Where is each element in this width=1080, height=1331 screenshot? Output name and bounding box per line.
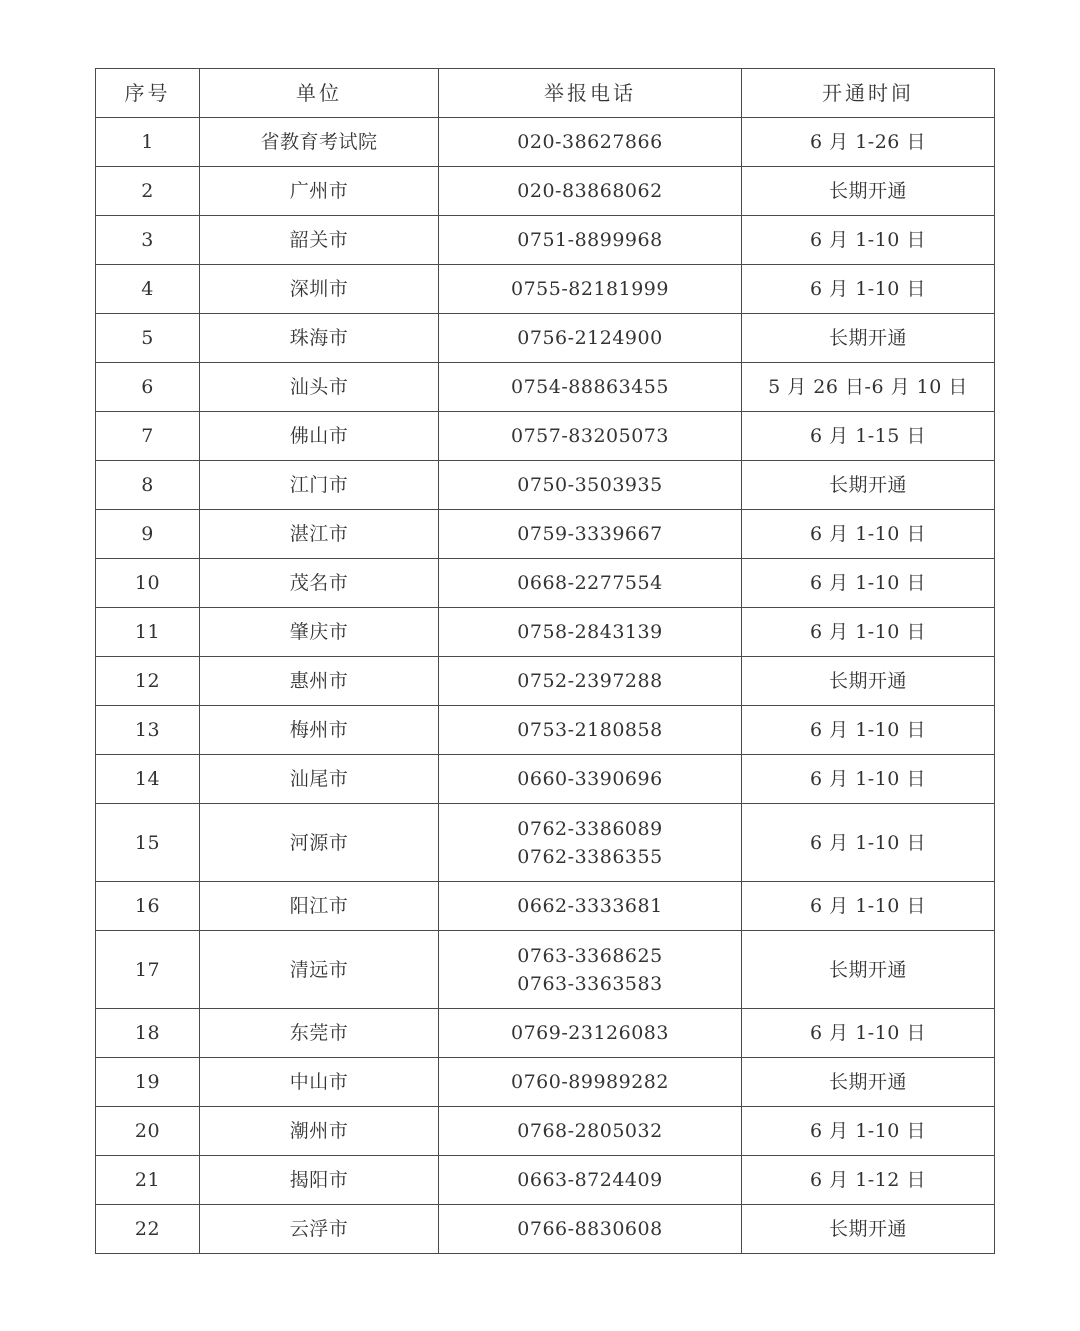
- row-number: 9: [96, 510, 200, 559]
- phone-number: 0766-8830608: [517, 1218, 663, 1240]
- table-row: [96, 882, 995, 931]
- open-time: 长期开通: [742, 1058, 995, 1107]
- table-row: [96, 1058, 995, 1107]
- row-number: 10: [96, 559, 200, 608]
- unit-name: 中山市: [200, 1058, 439, 1107]
- phone-number: 020-38627866: [517, 131, 663, 153]
- table-row: [96, 1009, 995, 1058]
- table-row: [96, 167, 995, 216]
- phone-number: 0762-3386355: [517, 845, 663, 868]
- phone-cell: [439, 363, 742, 412]
- unit-name: 深圳市: [200, 265, 439, 314]
- phone-number: 0754-88863455: [511, 376, 669, 398]
- table-row: [96, 363, 995, 412]
- table-row: [96, 755, 995, 804]
- phone-number: 0663-8724409: [517, 1169, 663, 1191]
- phone-number: 0756-2124900: [517, 327, 663, 349]
- phone-number: 0753-2180858: [517, 719, 663, 741]
- phone-number: 0763-3368625: [517, 944, 663, 967]
- phone-cell: [439, 216, 742, 265]
- table-body: [96, 118, 995, 1254]
- table-row: [96, 216, 995, 265]
- row-number: 4: [96, 265, 200, 314]
- phone-cell: [439, 1009, 742, 1058]
- unit-name: 广州市: [200, 167, 439, 216]
- row-number: 11: [96, 608, 200, 657]
- header-phone: 举报电话: [439, 69, 742, 118]
- open-time: 6 月 1-10 日: [742, 608, 995, 657]
- unit-name: 汕头市: [200, 363, 439, 412]
- phone-number: 0750-3503935: [517, 474, 663, 496]
- row-number: 14: [96, 755, 200, 804]
- phone-number: 0768-2805032: [517, 1120, 663, 1142]
- open-time: 6 月 1-10 日: [742, 882, 995, 931]
- row-number: 7: [96, 412, 200, 461]
- row-number: 5: [96, 314, 200, 363]
- phone-cell: [439, 1058, 742, 1107]
- phone-number: 0758-2843139: [517, 621, 663, 643]
- table-row: [96, 412, 995, 461]
- phone-cell: [439, 804, 742, 882]
- unit-name: 惠州市: [200, 657, 439, 706]
- phone-number: 0757-83205073: [511, 425, 669, 447]
- phone-cell: [439, 1205, 742, 1254]
- open-time: 6 月 1-10 日: [742, 1107, 995, 1156]
- phone-cell: [439, 559, 742, 608]
- unit-name: 佛山市: [200, 412, 439, 461]
- phone-number: 0668-2277554: [517, 572, 663, 594]
- open-time: 长期开通: [742, 314, 995, 363]
- unit-name: 珠海市: [200, 314, 439, 363]
- open-time: 5 月 26 日-6 月 10 日: [742, 363, 995, 412]
- header-no: 序号: [96, 69, 200, 118]
- open-time: 6 月 1-10 日: [742, 216, 995, 265]
- phone-cell: [439, 167, 742, 216]
- phone-number: 020-83868062: [517, 180, 663, 202]
- open-time: 6 月 1-10 日: [742, 1009, 995, 1058]
- open-time: 6 月 1-10 日: [742, 265, 995, 314]
- unit-name: 省教育考试院: [200, 118, 439, 167]
- phone-cell: [439, 265, 742, 314]
- row-number: 15: [96, 804, 200, 882]
- table-row: [96, 1156, 995, 1205]
- phone-cell: [439, 755, 742, 804]
- row-number: 2: [96, 167, 200, 216]
- unit-name: 肇庆市: [200, 608, 439, 657]
- table-row: [96, 559, 995, 608]
- unit-name: 江门市: [200, 461, 439, 510]
- table-row: [96, 608, 995, 657]
- unit-name: 湛江市: [200, 510, 439, 559]
- unit-name: 云浮市: [200, 1205, 439, 1254]
- row-number: 17: [96, 931, 200, 1009]
- row-number: 20: [96, 1107, 200, 1156]
- unit-name: 揭阳市: [200, 1156, 439, 1205]
- row-number: 21: [96, 1156, 200, 1205]
- phone-number: 0760-89989282: [511, 1071, 669, 1093]
- phone-number: 0763-3363583: [517, 972, 663, 995]
- unit-name: 河源市: [200, 804, 439, 882]
- row-number: 19: [96, 1058, 200, 1107]
- row-number: 6: [96, 363, 200, 412]
- table-row: [96, 265, 995, 314]
- phone-cell: [439, 882, 742, 931]
- open-time: 长期开通: [742, 931, 995, 1009]
- header-time: 开通时间: [742, 69, 995, 118]
- open-time: 6 月 1-10 日: [742, 559, 995, 608]
- unit-name: 东莞市: [200, 1009, 439, 1058]
- phone-cell: [439, 608, 742, 657]
- open-time: 6 月 1-10 日: [742, 510, 995, 559]
- phone-number: 0755-82181999: [511, 278, 669, 300]
- phone-cell: [439, 1107, 742, 1156]
- phone-cell: [439, 461, 742, 510]
- phone-cell: [439, 412, 742, 461]
- phone-cell: [439, 931, 742, 1009]
- open-time: 长期开通: [742, 461, 995, 510]
- open-time: 6 月 1-10 日: [742, 804, 995, 882]
- table-header-row: [96, 69, 995, 118]
- table-row: [96, 510, 995, 559]
- row-number: 12: [96, 657, 200, 706]
- row-number: 22: [96, 1205, 200, 1254]
- phone-cell: [439, 510, 742, 559]
- table-row: [96, 314, 995, 363]
- row-number: 1: [96, 118, 200, 167]
- table-row: [96, 1107, 995, 1156]
- unit-name: 阳江市: [200, 882, 439, 931]
- open-time: 长期开通: [742, 1205, 995, 1254]
- unit-name: 梅州市: [200, 706, 439, 755]
- phone-cell: [439, 706, 742, 755]
- header-unit: 单位: [200, 69, 439, 118]
- phone-cell: [439, 657, 742, 706]
- table-row: [96, 931, 995, 1009]
- table-row: [96, 461, 995, 510]
- open-time: 6 月 1-10 日: [742, 706, 995, 755]
- row-number: 18: [96, 1009, 200, 1058]
- open-time: 6 月 1-12 日: [742, 1156, 995, 1205]
- table-row: [96, 706, 995, 755]
- phone-number: 0752-2397288: [517, 670, 663, 692]
- hotline-table: [95, 68, 995, 1254]
- unit-name: 茂名市: [200, 559, 439, 608]
- row-number: 3: [96, 216, 200, 265]
- phone-number: 0660-3390696: [517, 768, 663, 790]
- table-row: [96, 804, 995, 882]
- phone-number: 0662-3333681: [517, 895, 663, 917]
- phone-number: 0762-3386089: [517, 817, 663, 840]
- phone-cell: [439, 1156, 742, 1205]
- table-row: [96, 118, 995, 167]
- row-number: 13: [96, 706, 200, 755]
- unit-name: 潮州市: [200, 1107, 439, 1156]
- open-time: 长期开通: [742, 657, 995, 706]
- open-time: 6 月 1-15 日: [742, 412, 995, 461]
- phone-number: 0769-23126083: [511, 1022, 669, 1044]
- table-row: [96, 657, 995, 706]
- phone-number: 0759-3339667: [517, 523, 663, 545]
- row-number: 16: [96, 882, 200, 931]
- phone-cell: [439, 314, 742, 363]
- open-time: 6 月 1-26 日: [742, 118, 995, 167]
- unit-name: 韶关市: [200, 216, 439, 265]
- unit-name: 清远市: [200, 931, 439, 1009]
- row-number: 8: [96, 461, 200, 510]
- phone-cell: [439, 118, 742, 167]
- table-row: [96, 1205, 995, 1254]
- open-time: 6 月 1-10 日: [742, 755, 995, 804]
- phone-number: 0751-8899968: [517, 229, 663, 251]
- unit-name: 汕尾市: [200, 755, 439, 804]
- open-time: 长期开通: [742, 167, 995, 216]
